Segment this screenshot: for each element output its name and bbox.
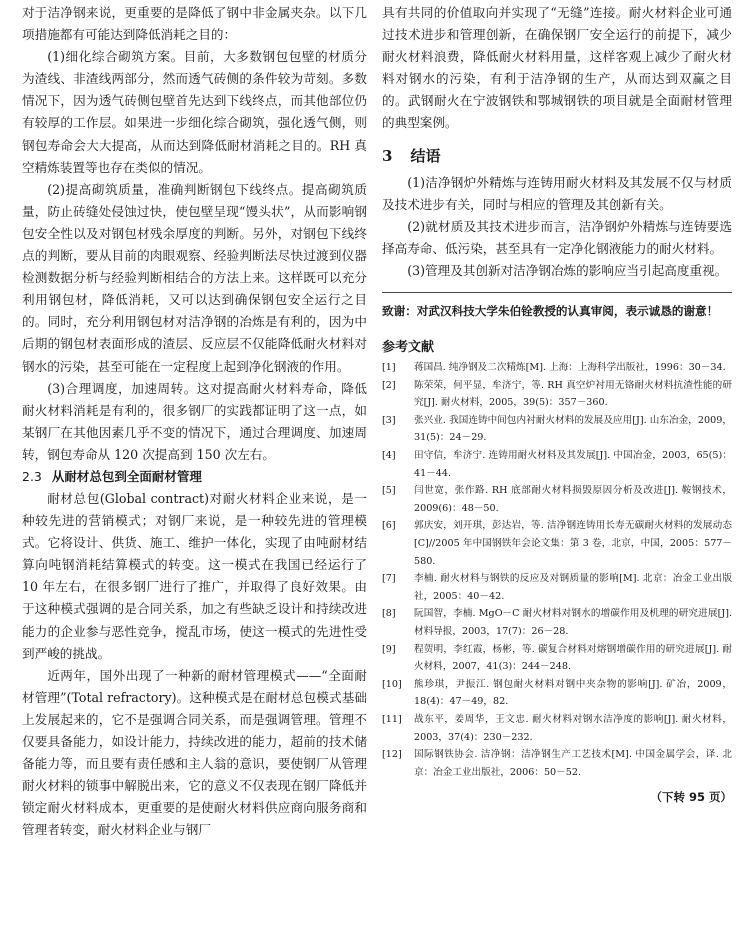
intro-paragraph: 对于洁净钢来说，更重要的是降低了钢中非金属夹杂。以下几项措施都有可能达到降低消耗之目的： bbox=[22, 5, 367, 43]
reference-number: [7] bbox=[382, 573, 396, 585]
reference-item bbox=[382, 377, 732, 412]
reference-text: 郭庆安，刘开琪，彭达岩，等. 洁净钢连铸用长寿无碳耐火材料的发展动态[C]//2005 年中国钢铁年会论文集：第 3 卷，北京，中国，2005：577－580. bbox=[414, 520, 732, 567]
reference-text: 蒋国昌. 纯净钢及二次精炼[M]. 上海：上海科学出版社，1996：30－34. bbox=[414, 362, 726, 374]
subsection-heading bbox=[22, 466, 367, 488]
measure-2-paragraph: (2)提高砌筑质量，准确判断钢包下线终点。提高砌筑质量，防止砖缝处侵蚀过快，使包壁呈现“馒头状”，从而影响钢包安全性以及对钢包材残余厚度的判断。另外，对钢包下线终点的判断，要从目前的肉眼观察、经验判断法尽快过渡到仪器检测数据分析与经验判断相结合的方法上来。这样既可以充分利用钢包材，降低消耗，又可以达到确保钢包安全运行之目的。同时，充分利用钢包材对洁净钢的冶炼是有利的，因为中后期的钢包材表面形成的渣层、反应层不仅能降低耐火材料对钢水的污染，甚至可能在一定程度上起到净化钢液的作用。 bbox=[22, 181, 367, 374]
reference-number: [1] bbox=[382, 362, 396, 374]
reference-number: [11] bbox=[382, 713, 402, 725]
reference-number: [2] bbox=[382, 379, 396, 391]
subsection-title: 从耐材总包到全面耐材管理 bbox=[51, 468, 202, 484]
conclusion-2: (2)就材质及其技术进步而言，洁净钢炉外精炼与连铸要选择高寿命、低污染，甚至具有一定净化钢液能力的耐火材料。 bbox=[382, 218, 732, 256]
acknowledgement: 致谢：对武汉科技大学朱伯铨教授的认真审阅，表示诚恳的谢意！ bbox=[382, 292, 732, 322]
reference-text: 陈荣荣，何平显，牟济宁，等. RH 真空炉衬用无铬耐火材料抗渣性能的研究[J]. 耐火材料，2005，39(5)：357－360. bbox=[414, 379, 732, 409]
continued-on-page-note: （下转 95 页） bbox=[650, 790, 732, 805]
reference-item bbox=[382, 746, 732, 781]
reference-text: 李楠. 耐火材料与钢铁的反应及对钢质量的影响[M]. 北京：冶金工业出版社，2005：40－42. bbox=[414, 573, 732, 602]
section-title: 结语 bbox=[410, 146, 441, 165]
measure-3-paragraph: (3)合理调度，加速周转。这对提高耐火材料寿命，降低耐火材料消耗是有利的，很多钢厂的实践都证明了这一点，如某钢厂在其他因素几乎不变的情况下，通过合理调度、加速周转，钢包寿命从 120 次提高到 150 次左右。 bbox=[22, 380, 367, 462]
reference-text: 程贺明，李红霞，杨彬，等. 碳复合材料对熔钢增碳作用的研究进展[J]. 耐火材料，2007，41(3)：244－248. bbox=[414, 643, 732, 673]
conclusion-1: (1)洁净钢炉外精炼与连铸用耐火材料及其发展不仅与材质及技术进步有关，同时与相应的管理及其创新有关。 bbox=[382, 174, 732, 212]
reference-text: 闫世宽，张作路. RH 底部耐火材料损毁原因分析及改进[J]. 鞍钢技术，2009(6)：48－50. bbox=[414, 485, 732, 514]
reference-number: [10] bbox=[382, 678, 402, 690]
reference-item bbox=[382, 641, 732, 676]
reference-list bbox=[382, 359, 732, 781]
reference-item bbox=[382, 711, 732, 746]
reference-number: [8] bbox=[382, 608, 396, 620]
section-number: 3 bbox=[382, 146, 393, 165]
measure-1-paragraph: (1)细化综合砌筑方案。目前，大多数钢包包壁的材质分为渣线、非渣线两部分，然而透气砖侧的条件较为苛刻。多数情况下，因为透气砖侧包壁首先达到下线终点，而其他部位仍有较厚的工作层。如果进一步细化综合砌筑，强化透气侧，则钢包寿命会大大提高，从而达到降低耐材消耗之目的。RH 真空精炼装置等也存在类似的情况。 bbox=[22, 49, 367, 175]
right-column bbox=[382, 2, 732, 805]
conclusion-3: (3)管理及其创新对洁净钢冶炼的影响应当引起高度重视。 bbox=[407, 262, 728, 278]
reference-text: 战东平，姜周华，王文忠. 耐火材料对钢水洁净度的影响[J]. 耐火材料，2003，37(4)：230－232. bbox=[414, 713, 732, 743]
reference-item bbox=[382, 447, 732, 482]
reference-item bbox=[382, 517, 732, 570]
reference-number: [3] bbox=[382, 414, 396, 426]
reference-text: 熊珍琪，尹振江. 钢包耐火材料对钢中夹杂物的影响[J]. 矿冶，2009，18(4)：47－49，82. bbox=[414, 678, 732, 708]
reference-text: 阮国智，李楠. MgO－C 耐火材料对钢水的增碳作用及机理的研究进展[J]. 材料导报，2003，17(7)：26－28. bbox=[414, 608, 732, 637]
global-contract-paragraph: 耐材总包(Global contract)对耐火材料企业来说，是一种较先进的营销模式；对钢厂来说，是一种较先进的管理模式。它将设计、供货、施工、维护一体化，实现了由吨耐材结算向吨钢消耗结算模式的转变。这一模式在我国已经运行了 10 年左右，在很多钢厂进行了推广，并取得了良好效果。由于这种模式强调的是合同关系，加之有些缺乏设计和持续改进能力的企业参与恶性竞争，搅乱市场，使这一模式的先进性受到严峻的挑战。 bbox=[22, 490, 367, 661]
total-refractory-paragraph: 近两年，国外出现了一种新的耐材管理模式——“全面耐材管理”(Total refractory)。这种模式是在耐材总包模式基础上发展起来的，它不是强调合同关系，而是强调管理。管理不仅要具备能力，如设计能力，持续改进的能力，超前的技术储备能力等，而且要有责任感和主人翁的意识，要使钢厂从管理耐火材料的锁事中解脱出来，它的意义不仅表现在钢厂降低并锁定耐火材料成本，更重要的是使耐火材料供应商向服务商和管理者转变，耐火材料企业与钢厂 bbox=[22, 667, 367, 838]
left-column bbox=[22, 2, 367, 841]
reference-number: [6] bbox=[382, 520, 396, 532]
section-heading bbox=[382, 141, 732, 171]
reference-number: [12] bbox=[382, 749, 402, 761]
reference-item bbox=[382, 482, 732, 517]
reference-text: 国际钢铁协会. 洁净钢：洁净钢生产工艺技术[M]. 中国金属学会，译. 北京：冶金工业出版社，2006：50－52. bbox=[414, 749, 732, 778]
reference-text: 田守信，牟济宁. 连铸用耐火材料及其发展[J]. 中国冶金，2003，65(5)：41－44. bbox=[414, 450, 732, 479]
reference-number: [4] bbox=[382, 450, 396, 461]
subsection-number: 2.3 bbox=[22, 468, 42, 484]
reference-item bbox=[382, 676, 732, 711]
reference-number: [5] bbox=[382, 485, 396, 497]
reference-text: 张兴业. 我国连铸中间包内衬耐火材料的发展及应用[J]. 山东冶金，2009，31(5)：24－29. bbox=[414, 414, 732, 444]
continued-paragraph: 具有共同的价值取向并实现了“无缝”连接。耐火材料企业可通过技术进步和管理创新，在确保钢厂安全运行的前提下，减少耐火材料浪费，降低耐火材料用量，这样客观上减少了耐火材料对钢水的污染，有利于洁净钢的生产，从而达到双赢之目的。武钢耐火在宁波钢铁和鄂城钢铁的项目就是全面耐材管理的典型案例。 bbox=[382, 5, 732, 131]
reference-item bbox=[382, 605, 732, 640]
reference-item bbox=[382, 570, 732, 605]
reference-item bbox=[382, 359, 732, 377]
reference-item bbox=[382, 412, 732, 447]
references-heading: 参考文献 bbox=[382, 340, 435, 356]
reference-number: [9] bbox=[382, 643, 396, 655]
